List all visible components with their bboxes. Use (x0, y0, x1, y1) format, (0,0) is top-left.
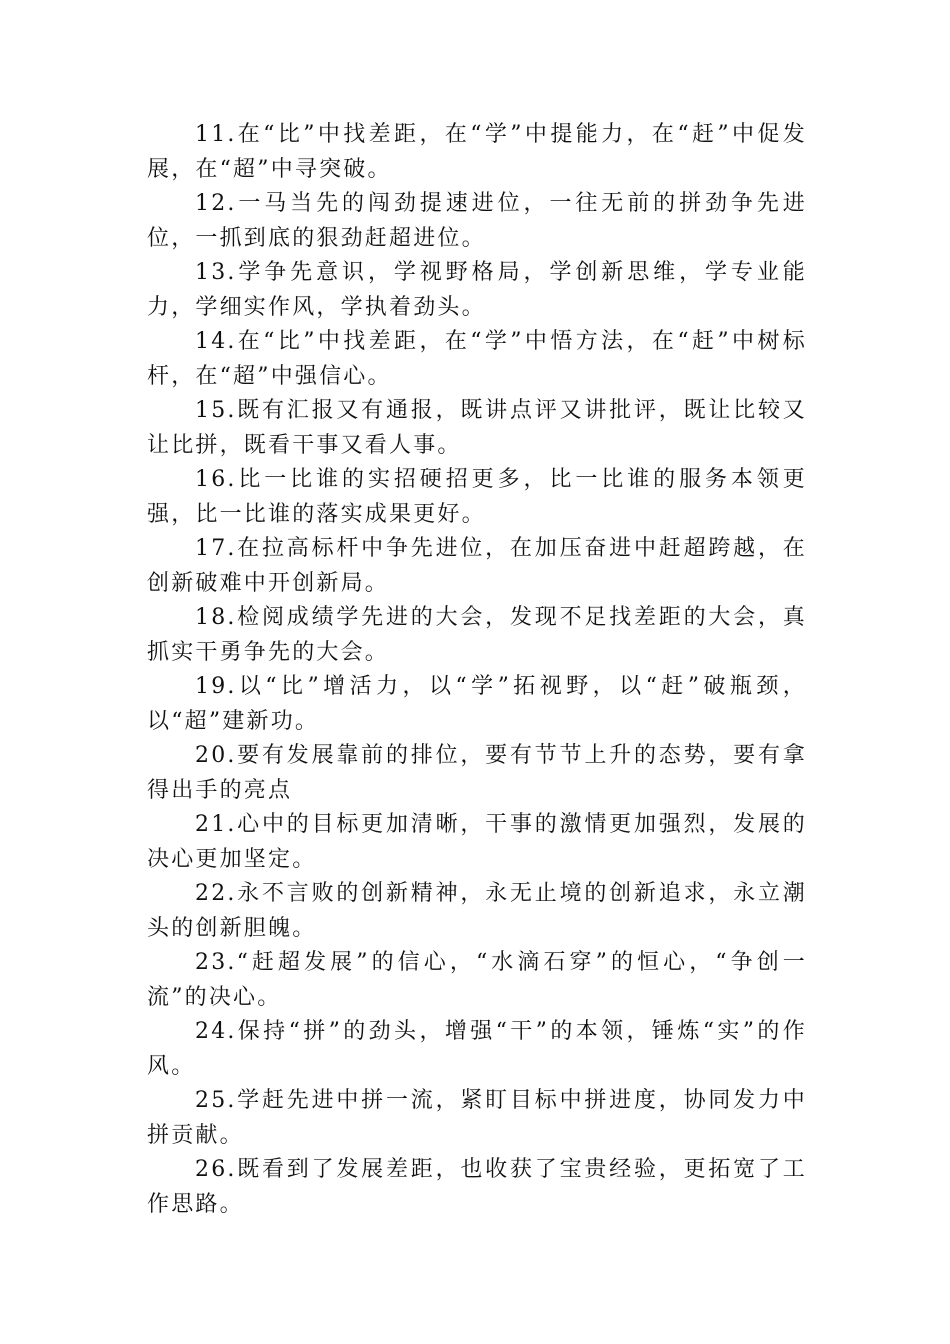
paragraph-12: 12.一马当先的闯劲提速进位，一往无前的拼劲争先进位，一抓到底的狠劲赶超进位。 (147, 191, 807, 251)
paragraph-18: 18.检阅成绩学先进的大会，发现不足找差距的大会，真抓实干勇争先的大会。 (147, 605, 807, 665)
paragraph-19: 19.以“比”增活力，以“学”拓视野，以“赶”破瓶颈，以“超”建新功。 (147, 674, 807, 734)
paragraph-24: 24.保持“拼”的劲头，增强“干”的本领，锤炼“实”的作风。 (147, 1019, 807, 1079)
paragraph-17: 17.在拉高标杆中争先进位，在加压奋进中赶超跨越，在创新破难中开创新局。 (147, 536, 807, 596)
paragraph-13: 13.学争先意识，学视野格局，学创新思维，学专业能力，学细实作风，学执着劲头。 (147, 260, 807, 320)
paragraph-25: 25.学赶先进中拼一流，紧盯目标中拼进度，协同发力中拼贡献。 (147, 1088, 807, 1148)
paragraph-26: 26.既看到了发展差距，也收获了宝贵经验，更拓宽了工作思路。 (147, 1157, 807, 1217)
paragraph-16: 16.比一比谁的实招硬招更多，比一比谁的服务本领更强，比一比谁的落实成果更好。 (147, 467, 807, 527)
paragraph-11: 11.在“比”中找差距，在“学”中提能力，在“赶”中促发展，在“超”中寻突破。 (147, 122, 807, 182)
paragraph-22: 22.永不言败的创新精神，永无止境的创新追求，永立潮头的创新胆魄。 (147, 881, 807, 941)
paragraph-15: 15.既有汇报又有通报，既讲点评又讲批评，既让比较又让比拼，既看干事又看人事。 (147, 398, 807, 458)
document-body (147, 118, 807, 1222)
paragraph-14: 14.在“比”中找差距，在“学”中悟方法，在“赶”中树标杆，在“超”中强信心。 (147, 329, 807, 389)
paragraph-23: 23.“赶超发展”的信心，“水滴石穿”的恒心，“争创一流”的决心。 (147, 950, 807, 1010)
paragraph-21: 21.心中的目标更加清晰，干事的激情更加强烈，发展的决心更加坚定。 (147, 812, 807, 872)
paragraph-20: 20.要有发展靠前的排位，要有节节上升的态势，要有拿得出手的亮点 (147, 743, 807, 803)
